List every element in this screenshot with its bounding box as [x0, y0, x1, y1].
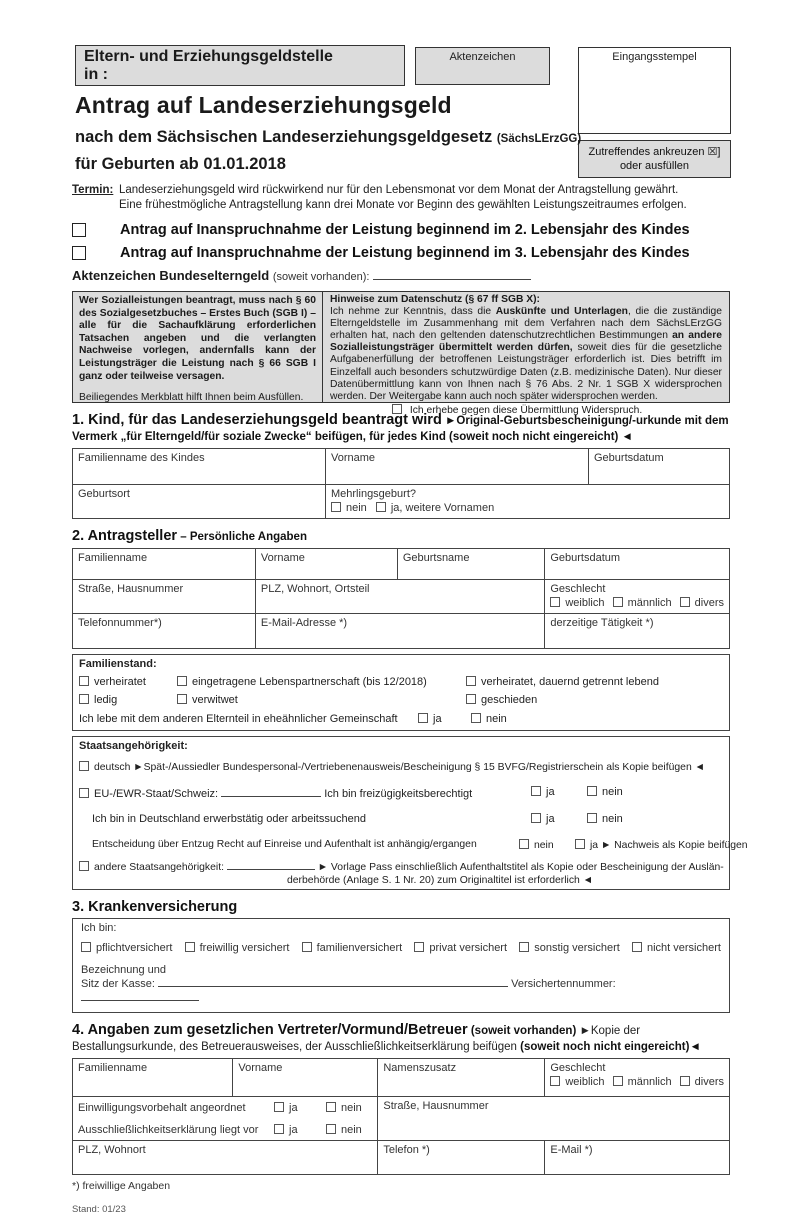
kasse-label: Sitz der Kasse:: [81, 978, 155, 990]
checkbox-verheiratet[interactable]: [79, 676, 89, 686]
child-familienname-label: Familienname des Kindes: [78, 452, 205, 464]
vertreter-familienname-label: Familienname: [78, 1062, 148, 1074]
option-year3-row: [72, 245, 730, 261]
mark-instruction-line1: Zutreffendes ankreuzen ☒]: [588, 146, 721, 158]
bundeselterngeld-line: [72, 268, 730, 283]
familienstand-heading: Familienstand:: [79, 658, 157, 670]
child-geburtsdatum-field[interactable]: [589, 449, 730, 485]
kasse-line2: [81, 976, 721, 1004]
datenschutz-column: [323, 292, 729, 416]
sonstig-label: sonstig versichert: [534, 942, 620, 954]
applicant-geburtsdatum-label: Geburtsdatum: [550, 552, 621, 564]
checkbox-eu-ewr[interactable]: [79, 788, 89, 798]
kv-options-row: [81, 942, 721, 954]
einwilligung-nein-label: nein: [341, 1102, 362, 1114]
staat-deutsch-row: [79, 761, 723, 773]
section4-title: 4. Angaben zum gesetzlichen Vertreter/Vormund/Betreuer: [72, 1022, 468, 1038]
familienversichert-label: familienversichert: [316, 942, 403, 954]
eingangsstempel-label: Eingangsstempel: [612, 51, 697, 63]
option-year2-label: Antrag auf Inanspruchnahme der Leistung beginnend im 2. Lebensjahr des Kindes: [120, 222, 690, 238]
verheiratet-label: verheiratet: [94, 676, 146, 688]
applicant-strasse-field[interactable]: [73, 580, 256, 614]
datenschutz-seg4: an andere Sozialleistungsträger übermittelt werden dürfen,: [330, 330, 722, 354]
andere-label: andere Staatsangehörigkeit:: [94, 862, 224, 873]
checkbox-erwerb-nein[interactable]: [587, 813, 597, 823]
checkbox-frei-ja[interactable]: [531, 786, 541, 796]
vertreter-telefon-label: Telefon *): [383, 1144, 430, 1156]
staat-entzug-row: [79, 839, 748, 851]
mehrlingsgeburt-label: Mehrlingsgeburt?: [331, 488, 416, 500]
erwerb-label: Ich bin in Deutschland erwerbstätig oder arbeitssuchend: [92, 813, 366, 825]
checkbox-freiwillig-versichert[interactable]: [185, 942, 195, 952]
checkbox-frei-nein[interactable]: [587, 786, 597, 796]
section4-note-eingereicht: (soweit noch nicht eingereicht)◄: [520, 1041, 701, 1053]
child-geburtsort-label: Geburtsort: [78, 488, 130, 500]
gemeinschaft-ja-label: ja: [433, 713, 442, 725]
info-merkblatt-note: Beiliegendes Merkblatt hilft Ihnen beim Ausfüllen.: [79, 392, 304, 404]
info-sgb-text: Wer Sozialleistungen beantragt, muss nach § 60 des Sozialgesetzbuches – Erstes Buch (SGB I) – alle für die Sachaufklärung erforderlichen Tatsachen angeben und die verlangten Nachweise vorlegen, andernfalls kann der Leistungsträger die Leistung nach § 66 SGB I ganz oder teilweise versagen.: [79, 295, 316, 382]
frei-ja-label: ja: [546, 786, 555, 798]
entzug-ja-label: ja: [590, 840, 599, 851]
section1-note: ►Original-Geburtsbescheinigung/-urkunde mit dem Vermerk „für Elterngeld/für soziale Zwecke“ beifügen, für jedes Kind (soweit noch nicht eingereicht) ◄: [72, 415, 729, 443]
freiwillig-label: freiwillig versichert: [199, 942, 290, 954]
eingangsstempel-box: [578, 47, 731, 134]
staat-andere-row: [79, 859, 723, 873]
checkbox-geschlecht-weiblich[interactable]: [550, 597, 560, 607]
checkbox-ausschliess-ja[interactable]: [274, 1124, 284, 1134]
entzug-note: ► Nachweis als Kopie beifügen: [600, 840, 748, 851]
section1-heading: [72, 412, 730, 445]
page-title: Antrag auf Landeserziehungsgeld: [75, 92, 452, 118]
checkbox-entzug-ja[interactable]: [575, 839, 585, 849]
bundeselterngeld-label: Aktenzeichen Bundeselterngeld: [72, 268, 270, 283]
checkbox-andere-staat[interactable]: [79, 861, 89, 871]
checkbox-erwerb-ja[interactable]: [531, 813, 541, 823]
applicant-telefon-field[interactable]: [73, 614, 256, 649]
ausschliess-nein-label: nein: [341, 1124, 362, 1136]
office-box[interactable]: [75, 45, 405, 86]
kv-intro: Ich bin:: [81, 922, 117, 934]
section4-note-vorhanden: (soweit vorhanden): [470, 1025, 577, 1037]
vertreter-namenszusatz-field[interactable]: [378, 1059, 545, 1097]
verwitwet-label: verwitwet: [192, 694, 238, 706]
applicant-geburtsname-field[interactable]: [397, 549, 545, 580]
staat-heading: Staatsangehörigkeit:: [79, 740, 188, 752]
entzug-label: Entscheidung über Entzug Recht auf Einreise und Aufenthalt ist anhängig/ergangen: [92, 839, 477, 850]
checkbox-ledig[interactable]: [79, 694, 89, 704]
applicant-telefon-label: Telefonnummer*): [78, 617, 162, 629]
page-subtitle: [75, 128, 581, 147]
vertreter-strasse-label: Straße, Hausnummer: [383, 1100, 489, 1112]
andere-note-line1: ► Vorlage Pass einschließlich Aufenthaltstitel als Kopie oder Bescheinigung der Auslän-: [317, 862, 724, 873]
option-year3-label: Antrag auf Inanspruchnahme der Leistung beginnend im 3. Lebensjahr des Kindes: [120, 245, 690, 261]
datenschutz-seg3: , die die zuständige Elterngeldstelle im Zusammenhang mit dem Verfahren nach dem SächsLErzGG erhalten hat, nach den geltenden datenschutzrechtlichen Bestimmungen: [330, 306, 722, 342]
section2-title: 2. Antragsteller: [72, 528, 178, 544]
checkbox-familienversichert[interactable]: [302, 942, 312, 952]
mehrling-ja-label: ja, weitere Vornamen: [390, 502, 495, 514]
termin-line2: Eine frühestmögliche Antragstellung kann drei Monate vor Beginn des gewählten Leistungszeitraumes erfolgen.: [119, 199, 687, 211]
applicant-familienname-label: Familienname: [78, 552, 148, 564]
section4-heading: [72, 1022, 730, 1055]
applicant-plz-field[interactable]: [255, 580, 544, 614]
child-vorname-field[interactable]: [326, 449, 589, 485]
mark-instruction-line2: oder ausfüllen: [619, 160, 690, 172]
applicant-vorname-label: Vorname: [260, 552, 305, 564]
checkbox-ausschliess-nein[interactable]: [326, 1124, 336, 1134]
deutsch-note: ►Spät-/Aussiedler Bundespersonal-/Vertriebenenausweis/Bescheinigung § 15 BVFG/Registrierschein als Kopie beifügen ◄: [133, 762, 705, 773]
einwilligung-label: Einwilligungsvorbehalt angeordnet: [78, 1102, 246, 1114]
aktenzeichen-label: Aktenzeichen: [449, 51, 516, 63]
checkbox-geschlecht-divers[interactable]: [680, 597, 690, 607]
checkbox-geschlecht-maennlich[interactable]: [613, 597, 623, 607]
section4-note-kopie: ►Kopie der Bestallungsurkunde, des Betreuerausweises, der Ausschließlichkeitserklärung beifügen: [72, 1025, 641, 1053]
lebenspartnerschaft-label: eingetragene Lebenspartnerschaft (bis 12/2018): [192, 676, 427, 688]
checkbox-einwilligung-nein[interactable]: [326, 1102, 336, 1112]
datenschutz-seg2: Auskünfte und Unterlagen: [495, 306, 628, 318]
vertreter-vorname-field[interactable]: [233, 1059, 378, 1097]
checkbox-geschieden[interactable]: [466, 694, 476, 704]
objection-label: Ich erhebe gegen diese Übermittlung Widerspruch.: [409, 404, 643, 416]
staatsangehoerigkeit-box: [72, 736, 748, 890]
mark-instruction-box: [578, 140, 731, 178]
checkbox-year3[interactable]: [72, 246, 86, 260]
staat-erwerb-row: [79, 813, 723, 825]
applicant-plz-label: PLZ, Wohnort, Ortsteil: [260, 583, 370, 595]
checkbox-pflichtversichert[interactable]: [81, 942, 91, 952]
bundeselterngeld-input-line[interactable]: [373, 269, 531, 280]
aktenzeichen-box[interactable]: [415, 47, 550, 85]
staat-andere-row2: [79, 875, 723, 886]
vertreter-divers-label: divers: [694, 1076, 724, 1088]
section3-heading: [72, 899, 730, 916]
datenschutz-seg1: Ich nehme zur Kenntnis, dass die: [330, 306, 496, 318]
vertreter-plz-field[interactable]: [73, 1141, 378, 1175]
applicant-vorname-field[interactable]: [255, 549, 397, 580]
mehrlingsgeburt-field[interactable]: [326, 485, 730, 519]
andere-staat-input-line[interactable]: [227, 859, 315, 870]
application-options: [72, 222, 730, 261]
checkbox-entzug-nein[interactable]: [519, 839, 529, 849]
checkbox-sonstig-versichert[interactable]: [519, 942, 529, 952]
subtitle-main: nach dem Sächsischen Landeserziehungsgeldgesetz: [75, 128, 493, 146]
vertreter-table: [72, 1058, 730, 1175]
form-header: [0, 0, 800, 180]
gemeinschaft-label: Ich lebe mit dem anderen Elternteil in eheähnlicher Gemeinschaft: [79, 713, 398, 725]
versichertennummer-input-line[interactable]: [81, 990, 199, 1001]
erwerb-ja-label: ja: [546, 813, 555, 825]
child-table: [72, 448, 730, 519]
termin-line1: Landeserziehungsgeld wird rückwirkend nur für den Lebensmonat vor dem Monat der Antragstellung gewährt.: [119, 184, 679, 196]
applicant-geschlecht-label: Geschlecht: [550, 583, 606, 595]
child-geburtsort-field[interactable]: [73, 485, 326, 519]
frei-nein-label: nein: [602, 786, 623, 798]
checkbox-gemeinschaft-ja[interactable]: [418, 713, 428, 723]
deutsch-label: deutsch: [94, 762, 131, 773]
checkbox-mehrling-ja[interactable]: [376, 502, 386, 512]
maennlich-label: männlich: [627, 597, 672, 609]
applicant-strasse-label: Straße, Hausnummer: [78, 583, 184, 595]
pflichtversichert-label: pflichtversichert: [96, 942, 173, 954]
checkbox-deutsch[interactable]: [79, 761, 89, 771]
privat-label: privat versichert: [429, 942, 508, 954]
eu-staat-input-line[interactable]: [221, 786, 321, 797]
familienstand-row2: [79, 694, 723, 706]
gemeinschaft-row: [79, 713, 723, 725]
einwilligung-ja-label: ja: [289, 1102, 298, 1114]
vertreter-plz-label: PLZ, Wohnort: [78, 1144, 146, 1156]
familienstand-row1: [79, 676, 723, 688]
vertreter-geschlecht-field[interactable]: [545, 1059, 730, 1097]
mehrling-nein-label: nein: [346, 502, 367, 514]
termin-paragraph: [72, 183, 730, 213]
datenschutz-heading: Hinweise zum Datenschutz (§ 67 ff SGB X):: [330, 294, 540, 305]
checkbox-vertreter-divers[interactable]: [680, 1076, 690, 1086]
vertreter-strasse-field[interactable]: [378, 1097, 730, 1141]
applicant-taetigkeit-field[interactable]: [545, 614, 730, 649]
eu-label: EU-/EWR-Staat/Schweiz:: [94, 788, 219, 800]
geschieden-label: geschieden: [481, 694, 538, 706]
applicant-familienname-field[interactable]: [73, 549, 256, 580]
option-year2-row: [72, 222, 730, 238]
checkbox-verwitwet[interactable]: [177, 694, 187, 704]
versichertennummer-label: Versichertennummer:: [511, 978, 616, 990]
andere-note-line2: derbehörde (Anlage S. 1 Nr. 20) zum Originaltitel ist erforderlich ◄: [287, 875, 593, 886]
termin-label: Termin:: [72, 184, 114, 196]
vertreter-geschlecht-label: Geschlecht: [550, 1062, 606, 1074]
checkbox-year2[interactable]: [72, 223, 86, 237]
checkbox-lebenspartnerschaft[interactable]: [177, 676, 187, 686]
vertreter-telefon-field[interactable]: [378, 1141, 545, 1175]
info-datenschutz-box: [72, 291, 730, 416]
ausschliess-ja-label: ja: [289, 1124, 298, 1136]
datenschutz-seg5: soweit dies für die gesetzliche Aufgabenerfüllung der betroffenen Leistungsträger erforderlich ist. Dies betrifft im Einzelfall auch besonders schutzwürdige Daten (z.B. medizinische Daten). Nur dieser Datenübermittlung kann von Ihnen nach § 76 Abs. 2 Nr. 1 SGB X widersprochen werden. Der Weitergabe kann auch noch später widersprochen werden.: [330, 342, 722, 402]
vertreter-namenszusatz-label: Namenszusatz: [383, 1062, 457, 1074]
ledig-label: ledig: [94, 694, 118, 706]
version-stamp: Stand: 01/23: [72, 1204, 126, 1215]
erwerb-nein-label: nein: [602, 813, 623, 825]
applicant-geschlecht-field[interactable]: [545, 580, 730, 614]
checkbox-vertreter-weiblich[interactable]: [550, 1076, 560, 1086]
child-geburtsdatum-label: Geburtsdatum: [594, 452, 664, 464]
vertreter-email-field[interactable]: [545, 1141, 730, 1175]
vertreter-email-label: E-Mail *): [550, 1144, 593, 1156]
section2-heading: [72, 528, 730, 545]
checkbox-gemeinschaft-nein[interactable]: [471, 713, 481, 723]
vertreter-weiblich-label: weiblich: [565, 1076, 605, 1088]
checkbox-vertreter-maennlich[interactable]: [613, 1076, 623, 1086]
kasse-input-line[interactable]: [158, 976, 508, 987]
datenschutz-body: [330, 306, 722, 403]
section2-subtitle: – Persönliche Angaben: [180, 531, 307, 543]
section1-title: 1. Kind, für das Landeserziehungsgeld beantragt wird: [72, 412, 442, 428]
subtitle-abbr: (SächsLErzGG): [496, 133, 582, 145]
ausschliess-label: Ausschließlichkeitserklärung liegt vor: [78, 1124, 259, 1136]
office-line1: Eltern- und Erziehungsgeldstelle: [84, 48, 333, 65]
subtitle-birthdates: für Geburten ab 01.01.2018: [75, 155, 286, 173]
bundeselterngeld-note: (soweit vorhanden):: [272, 271, 370, 283]
vertreter-vorname-label: Vorname: [238, 1062, 283, 1074]
checkbox-mehrling-nein[interactable]: [331, 502, 341, 512]
divers-label: divers: [694, 597, 724, 609]
office-line2: in :: [84, 66, 108, 83]
applicant-geburtsname-label: Geburtsname: [402, 552, 470, 564]
applicant-geburtsdatum-field[interactable]: [545, 549, 730, 580]
child-familienname-field[interactable]: [73, 449, 326, 485]
vertreter-familienname-field[interactable]: [73, 1059, 233, 1097]
vorbehalt-field[interactable]: [73, 1097, 378, 1141]
child-vorname-label: Vorname: [331, 452, 376, 464]
applicant-email-field[interactable]: [255, 614, 544, 649]
checkbox-nicht-versichert[interactable]: [632, 942, 642, 952]
getrennt-label: verheiratet, dauernd getrennt lebend: [481, 676, 659, 688]
entzug-nein-label: nein: [534, 840, 554, 851]
gemeinschaft-nein-label: nein: [486, 713, 507, 725]
staat-eu-row: [79, 786, 723, 800]
weiblich-label: weiblich: [565, 597, 605, 609]
vertreter-maennlich-label: männlich: [627, 1076, 672, 1088]
applicant-table: [72, 548, 730, 649]
eu-frei-label: Ich bin freizügigkeitsberechtigt: [324, 788, 473, 800]
familienstand-box: [72, 654, 730, 731]
checkbox-privat-versichert[interactable]: [414, 942, 424, 952]
voluntary-note: *) freiwillige Angaben: [72, 1180, 171, 1192]
applicant-email-label: E-Mail-Adresse *): [260, 617, 348, 629]
section3-title: 3. Krankenversicherung: [72, 899, 238, 915]
checkbox-getrennt-lebend[interactable]: [466, 676, 476, 686]
checkbox-einwilligung-ja[interactable]: [274, 1102, 284, 1112]
nicht-versichert-label: nicht versichert: [646, 942, 721, 954]
applicant-taetigkeit-label: derzeitige Tätigkeit *): [550, 617, 654, 629]
kasse-line1: Bezeichnung und: [81, 964, 167, 976]
krankenversicherung-box: [72, 918, 730, 1013]
info-left-column: [73, 292, 323, 402]
